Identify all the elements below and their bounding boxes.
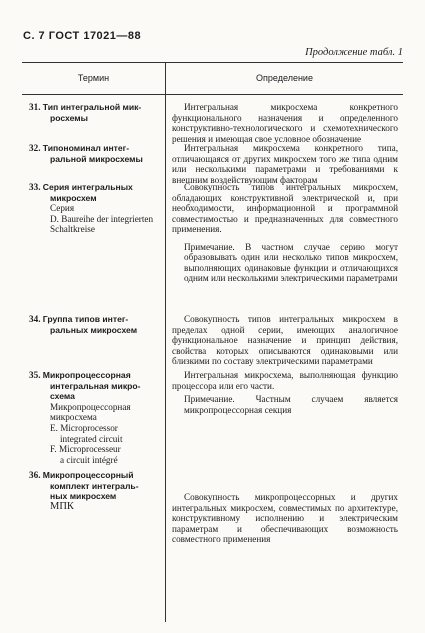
term-number: 31.: [29, 102, 41, 112]
table-header-rule: [22, 94, 403, 95]
term-foreign-en: E. Microprocessor: [50, 422, 118, 433]
definition-33: [172, 182, 398, 284]
terms-table: [22, 62, 403, 622]
term-entry-33: [29, 182, 162, 235]
page-header: С. 7 ГОСТ 17021—88: [23, 30, 142, 42]
term-number: 35.: [29, 370, 41, 380]
term-entry-35: [29, 370, 162, 465]
definition-note: Примечание. Частным случаем является микропроцессорная секция: [184, 394, 398, 415]
definition-note: Примечание. В частном случае серию могут образовывать один или несколько типов микросхем, выполняющих одинаковые функции и отличающихся одним или несколькими электрическими параметрами: [184, 241, 398, 283]
term-name-cont: росхемы: [50, 112, 88, 123]
table-top-rule: [22, 62, 403, 63]
term-number: 33.: [29, 182, 41, 192]
term-abbreviation: МПК: [50, 500, 74, 512]
definition-text: Совокупность типов интегральных микросхем, обладающих конструктивной электрической и, при необходимости, информационной и программной совместимостью и предназначенных для совместного применения.: [172, 182, 398, 234]
term-synonym: микросхема: [50, 412, 97, 423]
term-entry-34: [29, 314, 162, 335]
definition-text: Совокупность микропроцессорных и других интегральных микросхем, совместимых по архитектуре, конструктивному исполнению и электрическим параметрам и обеспечивающих возможность совместного применения: [172, 492, 398, 544]
definition-35: [172, 370, 398, 415]
term-name-cont: ных микросхем: [50, 491, 117, 502]
term-synonym: Серия: [50, 203, 75, 214]
definition-text: Интегральная микросхема, выполняющая функцию процессора или его части.: [172, 370, 398, 391]
term-name: Микропроцессорная: [42, 370, 131, 380]
definition-34: [172, 314, 398, 367]
column-header-definition: Определение: [256, 73, 313, 83]
term-foreign-fr: F. Microprocesseur: [50, 444, 121, 455]
column-divider: [165, 62, 166, 622]
table-continuation-label: Продолжение табл. 1: [305, 47, 403, 58]
term-entry-31: [29, 102, 162, 123]
term-name: Типономинал интег-: [42, 143, 130, 153]
definition-text: Совокупность типов интегральных микросхем в пределах одной серии, имеющих аналогичное функциональное назначение и принцип действия, свойства которых описываются одинаковыми или близкими по составу электрическими параметрами: [172, 314, 398, 366]
term-number: 36.: [29, 470, 41, 480]
definition-31: [172, 102, 398, 144]
term-name-cont: ральных микросхем: [50, 324, 138, 335]
term-entry-32: [29, 143, 162, 164]
term-foreign-en-cont: integrated circuit: [60, 433, 123, 444]
definition-text: Интегральная микросхема конкретного типа, отличающаяся от других микросхем того же типа одним или несколькими параметрами и требованиями к внешним воздействующим факторам: [172, 143, 398, 185]
term-name-cont: комплект интеграль-: [50, 480, 139, 491]
term-entry-36: [29, 470, 162, 512]
term-name: Тип интегральной мик-: [42, 102, 142, 112]
definition-36: [172, 492, 398, 545]
term-name-cont: схема: [50, 391, 75, 402]
term-name: Группа типов интег-: [42, 314, 129, 324]
term-foreign-de: D. Baureihe der integrierten Schaltkreise: [50, 213, 154, 235]
term-synonym: Микропроцессорная: [50, 401, 131, 412]
term-name: Микропроцессорный: [42, 470, 134, 480]
term-name: Серия интегральных: [42, 182, 133, 192]
term-number: 32.: [29, 143, 41, 153]
term-name-cont: ральной микросхемы: [50, 153, 143, 164]
definition-text: Интегральная микросхема конкретного функционального назначения и определенного конструктивно-технологического и схемотехнического решения и имеющая свое условное обозначение: [172, 102, 398, 144]
definition-32: [172, 143, 398, 185]
term-name-cont: интегральная микро-: [50, 380, 141, 391]
column-header-term: Термин: [77, 73, 110, 83]
term-name-cont: микросхем: [50, 192, 97, 203]
term-foreign-fr-cont: a circuit intégré: [60, 454, 118, 465]
term-number: 34.: [29, 314, 41, 324]
